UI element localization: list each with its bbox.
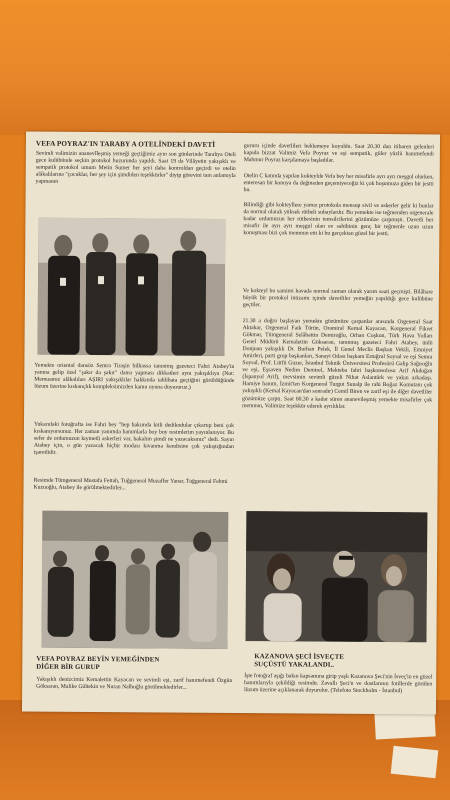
- officers-photo-icon: [37, 218, 225, 356]
- article1-cont-body-5: 21.30 a doğru başlayan yemekte gözümüze çarpanlar arasında Orgeneral Saat Aktakar, Orgeneral Faik Türün, Oramiral Kemal Kayacan, Korgeneral Fikret Gökmar, Tümgeneral Selâhattin Demiroğlu, Orhan Coşkun, Türk Hava Yolları Genel Müdürü Kemalettin Göksaran, tanınmış gazeteci Fahri Atabey, ünlü Donjuan yakışıklı Dr. Burhan Pelek, İl Genel Meclis Başkan Vekili, Emniyet Amirleri, parti grup başkanları, Sanayi Odası başkanı Ertuğrul Soysal ve eşi Semra Soysal, Prof. Lütfü Guzer, İstanbul Teknik Üniversitesi Profesörü Galip Sağıroğlu ve eşi, Eşsaven Nedim Demirel, Mekteba fahri başkonsolosu Arif Akdoğan (İspanyol Arif), mevsimin sevimli güzeli Nihat Aslantürk ve yakın arkadaşı. Hamiye hanım, İzmit'ten Korgeneral Turgut Sunalp ile rahi Boğaz Komutanı çok yakışıklı (Kemal Kayacan'dan sonradır) Cemil Biren ve zarif eşi ile diğer davetliler gözümüze çarptı. Saat 00.30 a kadar süren ananevileşmiş yemekte misafirler çok memnun, Valimize teşekkür ederek ayrıldılar.: [242, 318, 433, 410]
- article3-title-line1: KAZANOVA ŞECİ İSVEÇTE: [254, 653, 345, 661]
- paper-scrap: [391, 746, 439, 779]
- article1-cont-body-4: Ve kokteyl bu samimi havada normal zaman olarak yarım saati geçmişti. Bilâhare büyük bir protokol intizamı içinde davetliler yemeğin yapıldığı gece kulübüne geçtiler.: [242, 288, 433, 309]
- article1-cont-body-3: Bilindiği gibi kokteyllere yamız protokola mensup sivil ve askerler gelir ki bunlar da normal olarak yüksek rütbeli subaylardır. Bu yemekte ise teğmenden orgenerale kadar ordumuzun her rütbesinin temsilcilerini gözümüze çarpmıştı. Davetli her misafir ile ayrı ayrı meşgul olan ev sahibinin genç bir teğmenle uzun uzun konuşması bizi çok memnun etti ki bu gerçekten güzel bir jestti.: [243, 202, 434, 238]
- article1-body-1: Sevimli valimizin ananevîleşmiş yemeği geçtiğimiz ayın son günlerinde Tarabya Oteli gece kulübünde seçkin protokol huzurunda yapıldı. Saat 19 da Vilâyetin yakışıklı ve sempatik protokol umum Metin Sumer her şeyi daha kontroldan geçirdi ve otelin alâkalılarına "çocuklar, her şey için şimdiden teşekkürler" diyip görevini tam anlamıyla yapmanın: [35, 150, 236, 185]
- article1-caption: Resimde Tümgeneral Mustafa Fettah, Tuğgeneral Muzaffer Yanar, Tuğgeneral Fehmi Kuzuoğlu, Atabey ile görülmektedirler...: [33, 477, 228, 492]
- background-top: [0, 0, 450, 135]
- magazine-page: [22, 132, 440, 715]
- article1-body-3: Yukarıdaki fotoğrafta ise Fahri bey "hep bakımda kitli dedikodular çıkartıp beni çok kıskanıyorsunuz. Her zaman yanımda hanımlarla boy boy resimlerim yayınlanıyor. Bu sefer de ordumuzun kıymetli askerleri var, bakalım şimdi ne yazacaksınız" dedi. Sayın Atabey için, o gün yazacak hiçbir modası kıvanma kendisine çok yakıştığından işaretlidir.: [33, 421, 234, 456]
- article2-body: Yakışıklı denizcimiz Kemalettin Kayacan ve sevimli eşi, zarif hanımefendi Özgün Göksaran, Malike Gültekin ve Nuran Nalboğlu görülmektedirler...: [36, 676, 233, 691]
- photo3: [245, 511, 427, 642]
- photo1: [37, 218, 225, 356]
- photo2: [41, 511, 228, 649]
- article2-title-line1: VEFA POYRAZ BEYİN YEMEĞİNDEN: [36, 655, 160, 664]
- article3-title-line2: SUÇÜSTÜ YAKALANDI..: [254, 661, 335, 669]
- dinner-group-photo-icon: [41, 511, 228, 649]
- article1-cont-body-2: Otelin C katında yapılan kokteylde Vefa bey her misafirle ayrı ayrı meşgul olurken, enteresan bir konuya da değmeden geçemiyeceğiz ki çok hoşumuza giden bir jestti bu.: [243, 173, 434, 194]
- article1-cont-body-1: gururu içinde davetlileri beklemeye koyuldu. Saat 20.30 dan itibaren gelenleri kapıda bizzat Valimiz Vefa Poyraz ve eşi sempatik, güler yüzlü hanımefendi Mahmur Poyraz karşılamaya başladılar.: [243, 143, 434, 164]
- article2-title-line2: DİĞER BİR GURUP: [36, 663, 100, 672]
- article1-title: VEFA POYRAZ'IN TARABY A OTELİNDEKİ DAVETİ: [35, 139, 216, 149]
- kazanova-photo-icon: [245, 511, 427, 642]
- article3-body: İşte fotoğraf aşığı bakın kapsamına girip yaşlı Kazanova Şeci'nin İsveç'in en güzel hanımlarıyla çekildiği resimdir. Zavallı Şeci'n ve dostlarının fotillerde görülen lüzum üzerine açıklanarak duyurulur. (Telefoto Stockholm - İstanbul): [244, 673, 433, 695]
- article1-body-2: Yemekte oriental dansöz Semra Tiraşin bilhassa tanınmış gazeteci Fahri Atabey'in yanına gelip özel "şakır da şakır" dansı yapması dikkatleri aynı yakışıklıya (Not: Memuamız alâkalıları AŞIRI yakışıklılar hakkında tahlibata geçtiğini görüldüğünde lüzum üzerine kıskançlık kompleksimizden kamu oyuna duyururuz.): [34, 362, 235, 391]
